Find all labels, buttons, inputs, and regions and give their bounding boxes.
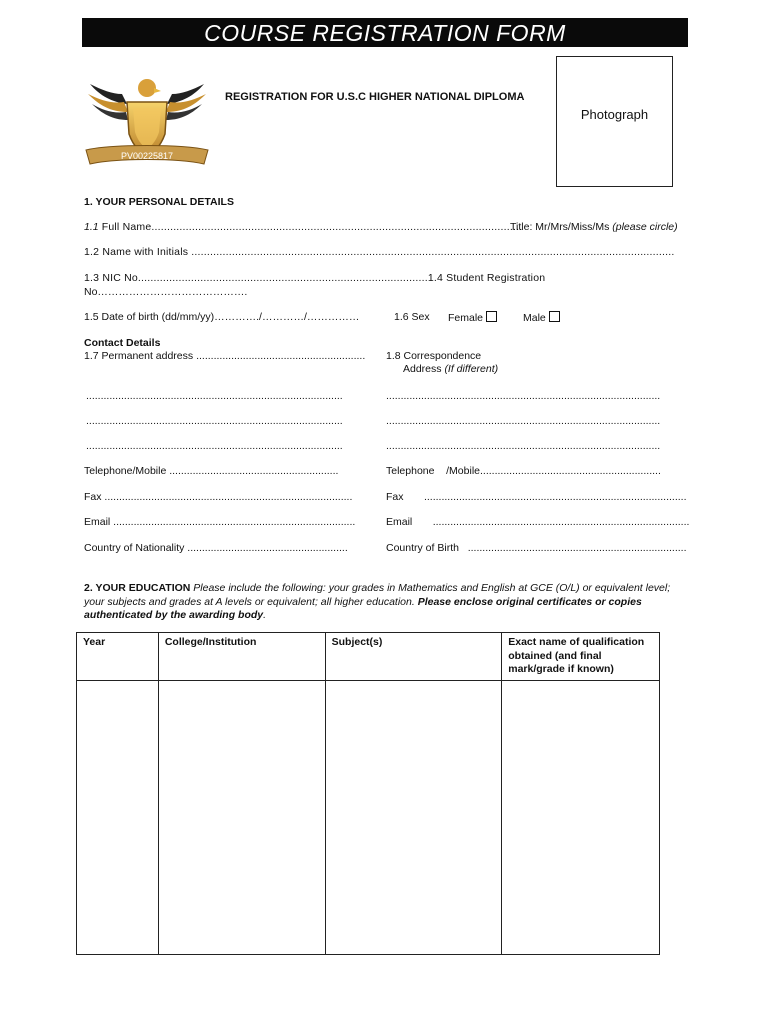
title-note: (please circle) bbox=[612, 221, 678, 233]
eagle-crest-logo bbox=[82, 64, 212, 174]
fax-dots: .......................................................................................... bbox=[423, 491, 687, 503]
country-birth-label: Country of Birth bbox=[386, 542, 459, 554]
qualification-cell[interactable] bbox=[502, 680, 660, 955]
correspondence-address-line-1[interactable]: .............................................................................................. bbox=[386, 390, 661, 402]
name-initials-field[interactable]: 1.2 Name with Initials ........................................................................................................................................................... bbox=[84, 246, 675, 258]
education-emphasis: Please enclose original certificates or copies authenticated by the awarding body bbox=[84, 595, 642, 621]
email-field[interactable]: Email ................................................................................... bbox=[84, 516, 356, 528]
country-birth-dots: ........................................................................... bbox=[467, 542, 687, 554]
subjects-cell[interactable] bbox=[325, 680, 502, 955]
column-header-year: Year bbox=[77, 633, 159, 681]
country-of-birth-field[interactable] bbox=[386, 542, 687, 554]
female-label: Female bbox=[448, 312, 484, 324]
title-field[interactable] bbox=[510, 221, 678, 233]
telephone-mobile-field[interactable]: Telephone/Mobile .......................................................... bbox=[84, 465, 339, 477]
address-note: (If different) bbox=[444, 363, 499, 375]
photograph-box[interactable] bbox=[556, 56, 673, 187]
student-registration-field[interactable]: No……………………………………. bbox=[84, 286, 248, 298]
fax-field[interactable]: Fax ..................................................................................... bbox=[84, 491, 353, 503]
form-subheading: REGISTRATION FOR U.S.C HIGHER NATIONAL DIPLOMA bbox=[225, 91, 525, 103]
female-checkbox[interactable] bbox=[486, 311, 497, 322]
full-name-label: Full Name....................................................................................................................... bbox=[98, 221, 523, 233]
telephone-label: Telephone bbox=[386, 465, 435, 477]
column-header-college: College/Institution bbox=[158, 633, 325, 681]
permanent-address-line-2[interactable]: ........................................................................................ bbox=[86, 415, 343, 427]
full-name-number: 1.1 bbox=[84, 221, 99, 233]
column-header-subjects: Subject(s) bbox=[325, 633, 502, 681]
nic-field[interactable]: 1.3 NIC No.............................................................................................1.4 Student Registration bbox=[84, 272, 546, 284]
permanent-address-label[interactable]: 1.7 Permanent address .......................................................... bbox=[84, 350, 366, 362]
female-option[interactable] bbox=[448, 311, 497, 324]
dob-field[interactable]: 1.5 Date of birth (dd/mm/yy)…………./…………/…………… bbox=[84, 311, 360, 323]
logo-code: PV00225817 bbox=[120, 151, 174, 161]
photograph-label: Photograph bbox=[580, 107, 649, 122]
sex-label: 1.6 Sex bbox=[394, 311, 430, 323]
email-dots: ........................................................................................ bbox=[432, 516, 690, 528]
permanent-address-line-1[interactable]: ........................................................................................ bbox=[86, 390, 343, 402]
college-cell[interactable] bbox=[158, 680, 325, 955]
email-label: Email bbox=[386, 516, 413, 528]
male-option[interactable] bbox=[523, 311, 560, 324]
correspondence-fax-field[interactable] bbox=[386, 491, 687, 503]
section-personal-heading: 1. YOUR PERSONAL DETAILS bbox=[84, 196, 234, 208]
education-end: . bbox=[263, 609, 267, 621]
nationality-field[interactable]: Country of Nationality ....................................................... bbox=[84, 542, 348, 554]
fax-label: Fax bbox=[386, 491, 404, 503]
correspondence-email-field[interactable] bbox=[386, 516, 689, 528]
education-intro: Please include the following: your grades in Mathematics and English at GCE (O/L) or equivalent level; your subjects and grades at A levels or equivalent; all higher education. bbox=[84, 582, 671, 608]
male-checkbox[interactable] bbox=[549, 311, 560, 322]
full-name-field[interactable] bbox=[84, 221, 522, 233]
mobile-dots: /Mobile.............................................................. bbox=[446, 465, 661, 477]
table-row bbox=[77, 680, 660, 955]
form-title: COURSE REGISTRATION FORM bbox=[82, 18, 688, 47]
contact-details-heading: Contact Details bbox=[84, 337, 161, 349]
address-label: Address bbox=[403, 363, 445, 375]
correspondence-telephone-field[interactable] bbox=[386, 465, 661, 477]
education-heading: 2. YOUR EDUCATION bbox=[84, 582, 191, 594]
correspondence-address-line-3[interactable]: .............................................................................................. bbox=[386, 440, 661, 452]
correspondence-label: 1.8 Correspondence bbox=[386, 350, 482, 362]
permanent-address-line-3[interactable]: ........................................................................................ bbox=[86, 440, 343, 452]
male-label: Male bbox=[523, 312, 546, 324]
year-cell[interactable] bbox=[77, 680, 159, 955]
correspondence-address-line-2[interactable]: .............................................................................................. bbox=[386, 415, 661, 427]
correspondence-address-label bbox=[403, 363, 498, 375]
column-header-qualification: Exact name of qualification obtained (and final mark/grade if known) bbox=[502, 633, 660, 681]
title-label: Title: Mr/Mrs/Miss/Ms bbox=[510, 221, 613, 233]
education-instructions bbox=[84, 582, 684, 623]
education-table bbox=[76, 632, 660, 955]
